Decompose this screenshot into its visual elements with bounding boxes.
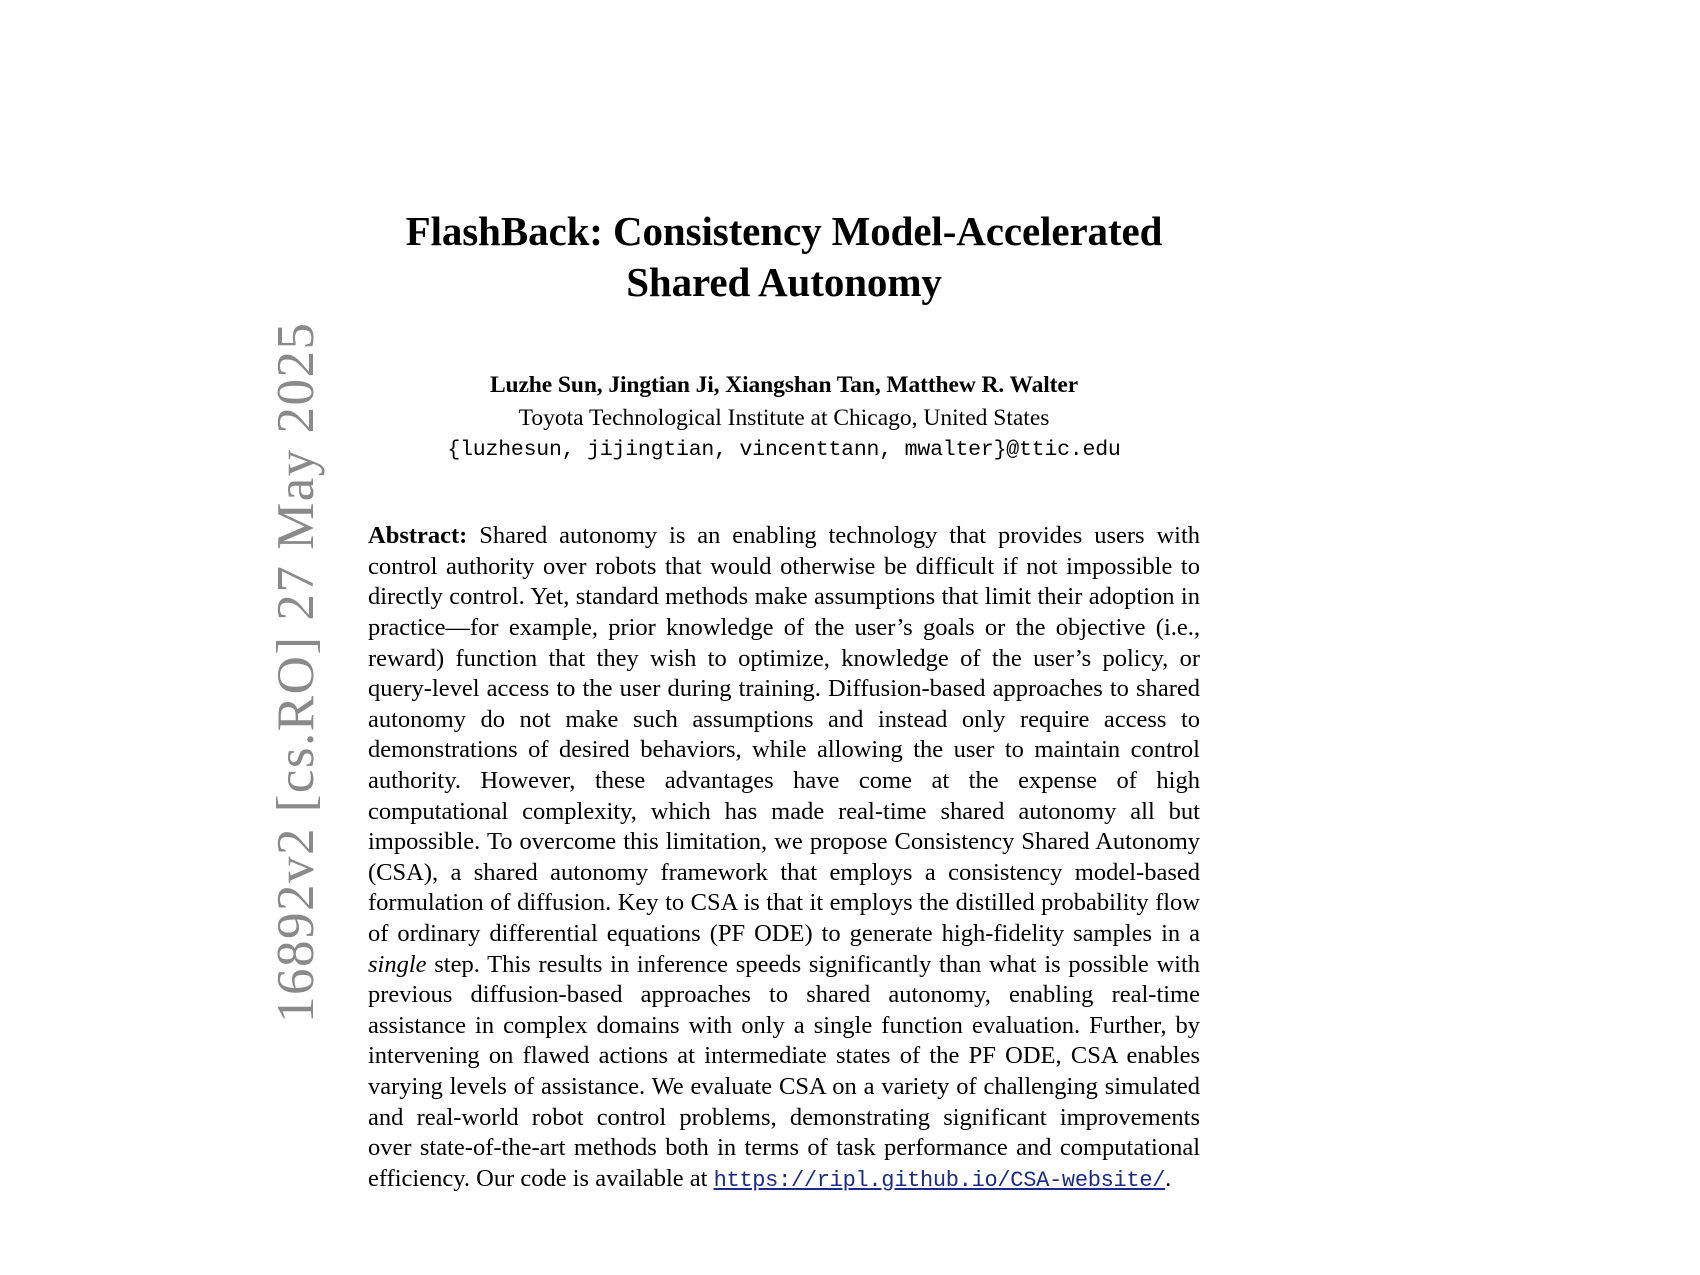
abstract-section bbox=[368, 521, 1200, 1196]
abstract-text-part-1: Shared autonomy is an enabling technology that provides users with control authority over robots that would otherwise be difficult if not impossible to directly control. Yet, standard methods make assumptions that limit their adoption in practice—for example, prior knowledge of the user’s goals or the objective (i.e., reward) function that they wish to optimize, knowledge of the user’s policy, or query-level access to the user during training. Diffusion-based approaches to shared autonomy do not make such assumptions and instead only require access to demonstrations of desired behaviors, while allowing the user to maintain control authority. However, these advantages have come at the expense of high computational complexity, which has made real-time shared autonomy all but impossible. To overcome this limitation, we propose Consistency Shared Autonomy (CSA), a shared autonomy framework that employs a consistency model-based formulation of diffusion. Key to CSA is that it employs the distilled probability flow of ordinary differential equations (PF ODE) to generate high-fidelity samples in a bbox=[368, 522, 1201, 947]
paper-title-line-1: FlashBack: Consistency Model-Accelerated bbox=[405, 208, 1163, 254]
arxiv-identifier-stamp bbox=[241, 123, 351, 1023]
abstract-emphasis-word: single bbox=[368, 950, 427, 978]
abstract-label: Abstract: bbox=[368, 522, 468, 550]
paper-title-line-2: Shared Autonomy bbox=[626, 258, 942, 305]
page-title bbox=[368, 0, 1200, 308]
author-emails: {luzhesun, jijingtian, vincenttann, mwalter}@ttic.edu bbox=[447, 438, 1121, 463]
project-website-link[interactable]: https://ripl.github.io/CSA-website/ bbox=[713, 1167, 1166, 1193]
author-block bbox=[368, 370, 1200, 466]
abstract-text-part-2: step. This results in inference speeds significantly than what is possible with previous diffusion-based approaches to shared autonomy, enabling real-time assistance in complex domains with only a single function evaluation. Further, by intervening on flawed actions at intermediate states of the PF ODE, CSA enables varying levels of assistance. We evaluate CSA on a variety of challenging simulated and real-world robot control problems, demonstrating significant improvements over state-of-the-art methods both in terms of task performance and computational efficiency. Our code is available at bbox=[368, 950, 1200, 1192]
author-names: Luzhe Sun, Jingtian Ji, Xiangshan Tan, Matthew R. Walter bbox=[489, 371, 1079, 398]
arxiv-stamp-text: 16892v2 [cs.RO] 27 May 2025 bbox=[266, 321, 325, 1023]
affiliation: Toyota Technological Institute at Chicago, United States bbox=[518, 404, 1050, 431]
abstract-text-part-3: . bbox=[1165, 1164, 1172, 1192]
paper-page bbox=[368, 0, 1200, 1196]
